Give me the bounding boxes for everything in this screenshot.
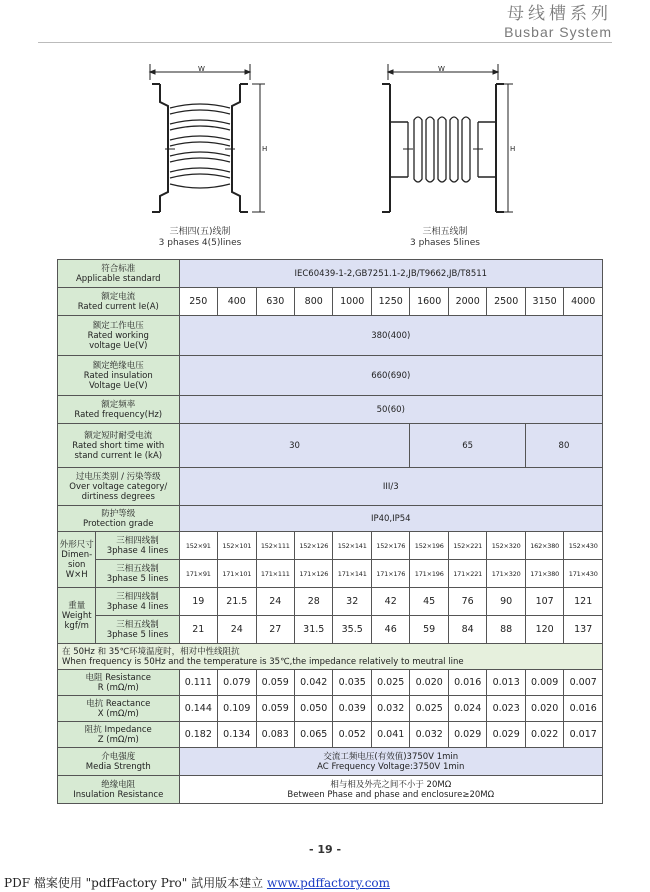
weight-cell: 19 xyxy=(179,588,217,616)
dimension-5-lines-label: 三相五线制 3phase 5 lines xyxy=(96,560,179,588)
reactance-cell: 0.059 xyxy=(256,696,294,722)
weight-cell: 21 xyxy=(179,616,217,644)
weight-cell: 28 xyxy=(295,588,333,616)
right-caption-cn: 三相五线制 xyxy=(422,227,468,237)
weight-cell: 59 xyxy=(410,616,448,644)
current-cell: 1600 xyxy=(410,288,448,316)
dimension-cell: 171×380 xyxy=(525,560,563,588)
row-voltage xyxy=(58,316,603,356)
header-rule xyxy=(38,42,612,43)
resistance-cell: 0.020 xyxy=(410,670,448,696)
row-impedance xyxy=(58,722,603,748)
weight-cell: 31.5 xyxy=(295,616,333,644)
reactance-cell: 0.039 xyxy=(333,696,371,722)
row-insulation xyxy=(58,356,603,396)
dimension-cell: 171×126 xyxy=(295,560,333,588)
header-title-cn: 母线槽系列 xyxy=(507,4,612,24)
dimension-cell: 171×101 xyxy=(218,560,256,588)
right-drawing-caption xyxy=(385,227,505,249)
short-time-label: 额定短时耐受电流 Rated short time with stand current Ie (kA) xyxy=(58,424,180,468)
row-media-strength xyxy=(58,748,603,776)
page-number: - 19 - xyxy=(308,843,342,856)
resistance-cell: 0.009 xyxy=(525,670,563,696)
row-frequency xyxy=(58,396,603,424)
impedance-cell: 0.083 xyxy=(256,722,294,748)
short-time-value-1: 30 xyxy=(179,424,410,468)
row-weight-5 xyxy=(58,616,603,644)
dimension-cell: 152×221 xyxy=(448,532,486,560)
row-weight-4 xyxy=(58,588,603,616)
short-time-value-2: 65 xyxy=(410,424,525,468)
row-insulation-resistance xyxy=(58,776,603,804)
dimension-cell: 152×430 xyxy=(564,532,603,560)
insulation-resistance-value: 相与相及外壳之间不小于 20MΩ Between Phase and phase and enclosure≥20MΩ xyxy=(179,776,602,804)
reactance-cell: 0.020 xyxy=(525,696,563,722)
dimension-cell: 171×320 xyxy=(487,560,525,588)
resistance-cell: 0.016 xyxy=(448,670,486,696)
impedance-cell: 0.134 xyxy=(218,722,256,748)
row-reactance xyxy=(58,696,603,722)
dimension-cell: 152×176 xyxy=(371,532,409,560)
overvoltage-value: III/3 xyxy=(179,468,602,506)
right-w-label: W xyxy=(438,65,445,73)
resistance-cell: 0.025 xyxy=(371,670,409,696)
current-cell: 800 xyxy=(295,288,333,316)
media-strength-label: 介电强度 Media Strength xyxy=(58,748,180,776)
footer-text: PDF 檔案使用 "pdfFactory Pro" 試用版本建立 xyxy=(4,876,267,890)
dimension-cell: 152×111 xyxy=(256,532,294,560)
resistance-cell: 0.013 xyxy=(487,670,525,696)
weight-cell: 121 xyxy=(564,588,603,616)
impedance-cell: 0.065 xyxy=(295,722,333,748)
frequency-label: 额定频率 Rated frequency(Hz) xyxy=(58,396,180,424)
dimension-cell: 162×380 xyxy=(525,532,563,560)
row-short-time xyxy=(58,424,603,468)
dimension-cell: 171×430 xyxy=(564,560,603,588)
reactance-cell: 0.032 xyxy=(371,696,409,722)
weight-cell: 84 xyxy=(448,616,486,644)
resistance-cell: 0.079 xyxy=(218,670,256,696)
weight-cell: 76 xyxy=(448,588,486,616)
dimension-cell: 171×196 xyxy=(410,560,448,588)
overvoltage-label: 过电压类别 / 污染等级 Over voltage category/ dirtiness degrees xyxy=(58,468,180,506)
weight-cell: 107 xyxy=(525,588,563,616)
weight-cell: 32 xyxy=(333,588,371,616)
right-h-label: H xyxy=(510,145,516,153)
protection-value: IP40,IP54 xyxy=(179,506,602,532)
busbar-5-lines-drawing xyxy=(378,62,523,222)
impedance-cell: 0.029 xyxy=(487,722,525,748)
voltage-value: 380(400) xyxy=(179,316,602,356)
weight-cell: 27 xyxy=(256,616,294,644)
reactance-cell: 0.024 xyxy=(448,696,486,722)
current-cell: 4000 xyxy=(564,288,603,316)
left-caption-en: 3 phases 4(5)lines xyxy=(158,238,242,248)
dimension-cell: 171×176 xyxy=(371,560,409,588)
row-dimension-5 xyxy=(58,560,603,588)
reactance-cell: 0.023 xyxy=(487,696,525,722)
resistance-cell: 0.042 xyxy=(295,670,333,696)
left-caption-cn: 三相四(五)线制 xyxy=(169,227,231,237)
right-caption-en: 3 phases 5lines xyxy=(410,238,480,248)
frequency-value: 50(60) xyxy=(179,396,602,424)
dimension-cell: 171×91 xyxy=(179,560,217,588)
weight-5-lines-label: 三相五线制 3phase 5 lines xyxy=(96,616,179,644)
reactance-cell: 0.050 xyxy=(295,696,333,722)
reactance-cell: 0.144 xyxy=(179,696,217,722)
weight-cell: 88 xyxy=(487,616,525,644)
weight-4-lines-label: 三相四线制 3phase 4 lines xyxy=(96,588,179,616)
standard-label: 符合标准 Applicable standard xyxy=(58,260,180,288)
impedance-cell: 0.041 xyxy=(371,722,409,748)
resistance-cell: 0.035 xyxy=(333,670,371,696)
row-current xyxy=(58,288,603,316)
current-cell: 2500 xyxy=(487,288,525,316)
header-title-en: Busbar System xyxy=(504,24,612,40)
impedance-cell: 0.182 xyxy=(179,722,217,748)
dimension-4-lines-label: 三相四线制 3phase 4 lines xyxy=(96,532,179,560)
current-cell: 400 xyxy=(218,288,256,316)
current-cell: 1250 xyxy=(371,288,409,316)
weight-cell: 137 xyxy=(564,616,603,644)
dimension-cell: 152×126 xyxy=(295,532,333,560)
current-cell: 3150 xyxy=(525,288,563,316)
weight-cell: 90 xyxy=(487,588,525,616)
dimension-cell: 152×196 xyxy=(410,532,448,560)
weight-label: 重量 Weight kgf/m xyxy=(58,588,96,644)
left-w-label: W xyxy=(198,65,205,73)
dimension-cell: 152×320 xyxy=(487,532,525,560)
row-overvoltage xyxy=(58,468,603,506)
pdf-footer xyxy=(4,874,390,891)
weight-cell: 21.5 xyxy=(218,588,256,616)
row-dimension-4 xyxy=(58,532,603,560)
resistance-cell: 0.059 xyxy=(256,670,294,696)
current-cell: 630 xyxy=(256,288,294,316)
insulation-value: 660(690) xyxy=(179,356,602,396)
left-h-label: H xyxy=(262,145,268,153)
current-label: 额定电流 Rated current Ie(A) xyxy=(58,288,180,316)
current-cell: 1000 xyxy=(333,288,371,316)
row-note xyxy=(58,644,603,670)
dimension-cell: 171×141 xyxy=(333,560,371,588)
impedance-cell: 0.022 xyxy=(525,722,563,748)
impedance-cell: 0.032 xyxy=(410,722,448,748)
voltage-label: 额定工作电压 Rated working voltage Ue(V) xyxy=(58,316,180,356)
weight-cell: 35.5 xyxy=(333,616,371,644)
dimension-cell: 152×141 xyxy=(333,532,371,560)
weight-cell: 45 xyxy=(410,588,448,616)
impedance-cell: 0.052 xyxy=(333,722,371,748)
resistance-cell: 0.007 xyxy=(564,670,603,696)
current-cell: 2000 xyxy=(448,288,486,316)
dimension-cell: 171×111 xyxy=(256,560,294,588)
busbar-4-5-lines-drawing xyxy=(140,62,275,222)
dimension-label: 外形尺寸 Dimen- sion W×H xyxy=(58,532,96,588)
media-strength-value: 交流工频电压(有效值)3750V 1min AC Frequency Voltage:3750V 1min xyxy=(179,748,602,776)
reactance-cell: 0.016 xyxy=(564,696,603,722)
resistance-cell: 0.111 xyxy=(179,670,217,696)
protection-label: 防护等级 Protection grade xyxy=(58,506,180,532)
dimension-cell: 152×101 xyxy=(218,532,256,560)
impedance-cell: 0.017 xyxy=(564,722,603,748)
weight-cell: 46 xyxy=(371,616,409,644)
dimension-cell: 171×221 xyxy=(448,560,486,588)
footer-link[interactable]: www.pdffactory.com xyxy=(266,876,391,890)
short-time-value-3: 80 xyxy=(525,424,602,468)
resistance-label: 电阻 Resistance R (mΩ/m) xyxy=(58,670,180,696)
weight-cell: 24 xyxy=(218,616,256,644)
reactance-cell: 0.109 xyxy=(218,696,256,722)
current-cell: 250 xyxy=(179,288,217,316)
weight-cell: 120 xyxy=(525,616,563,644)
row-standard xyxy=(58,260,603,288)
impedance-cell: 0.029 xyxy=(448,722,486,748)
impedance-label: 阻抗 Impedance Z (mΩ/m) xyxy=(58,722,180,748)
specification-table xyxy=(57,259,603,804)
standard-value: IEC60439-1-2,GB7251.1-2,JB/T9662,JB/T8511 xyxy=(179,260,602,288)
left-drawing-caption xyxy=(140,227,260,249)
dimension-cell: 152×91 xyxy=(179,532,217,560)
row-protection xyxy=(58,506,603,532)
insulation-resistance-label: 绝缘电阻 Insulation Resistance xyxy=(58,776,180,804)
reactance-label: 电抗 Reactance X (mΩ/m) xyxy=(58,696,180,722)
weight-cell: 42 xyxy=(371,588,409,616)
insulation-label: 额定绝缘电压 Rated insulation Voltage Ue(V) xyxy=(58,356,180,396)
row-resistance xyxy=(58,670,603,696)
reactance-cell: 0.025 xyxy=(410,696,448,722)
page-header xyxy=(504,4,612,40)
impedance-note: 在 50Hz 和 35℃环境温度时，相对中性线阻抗 When frequency is 50Hz and the temperature is 35℃,the impedance relatively to meutral line xyxy=(58,644,603,670)
weight-cell: 24 xyxy=(256,588,294,616)
